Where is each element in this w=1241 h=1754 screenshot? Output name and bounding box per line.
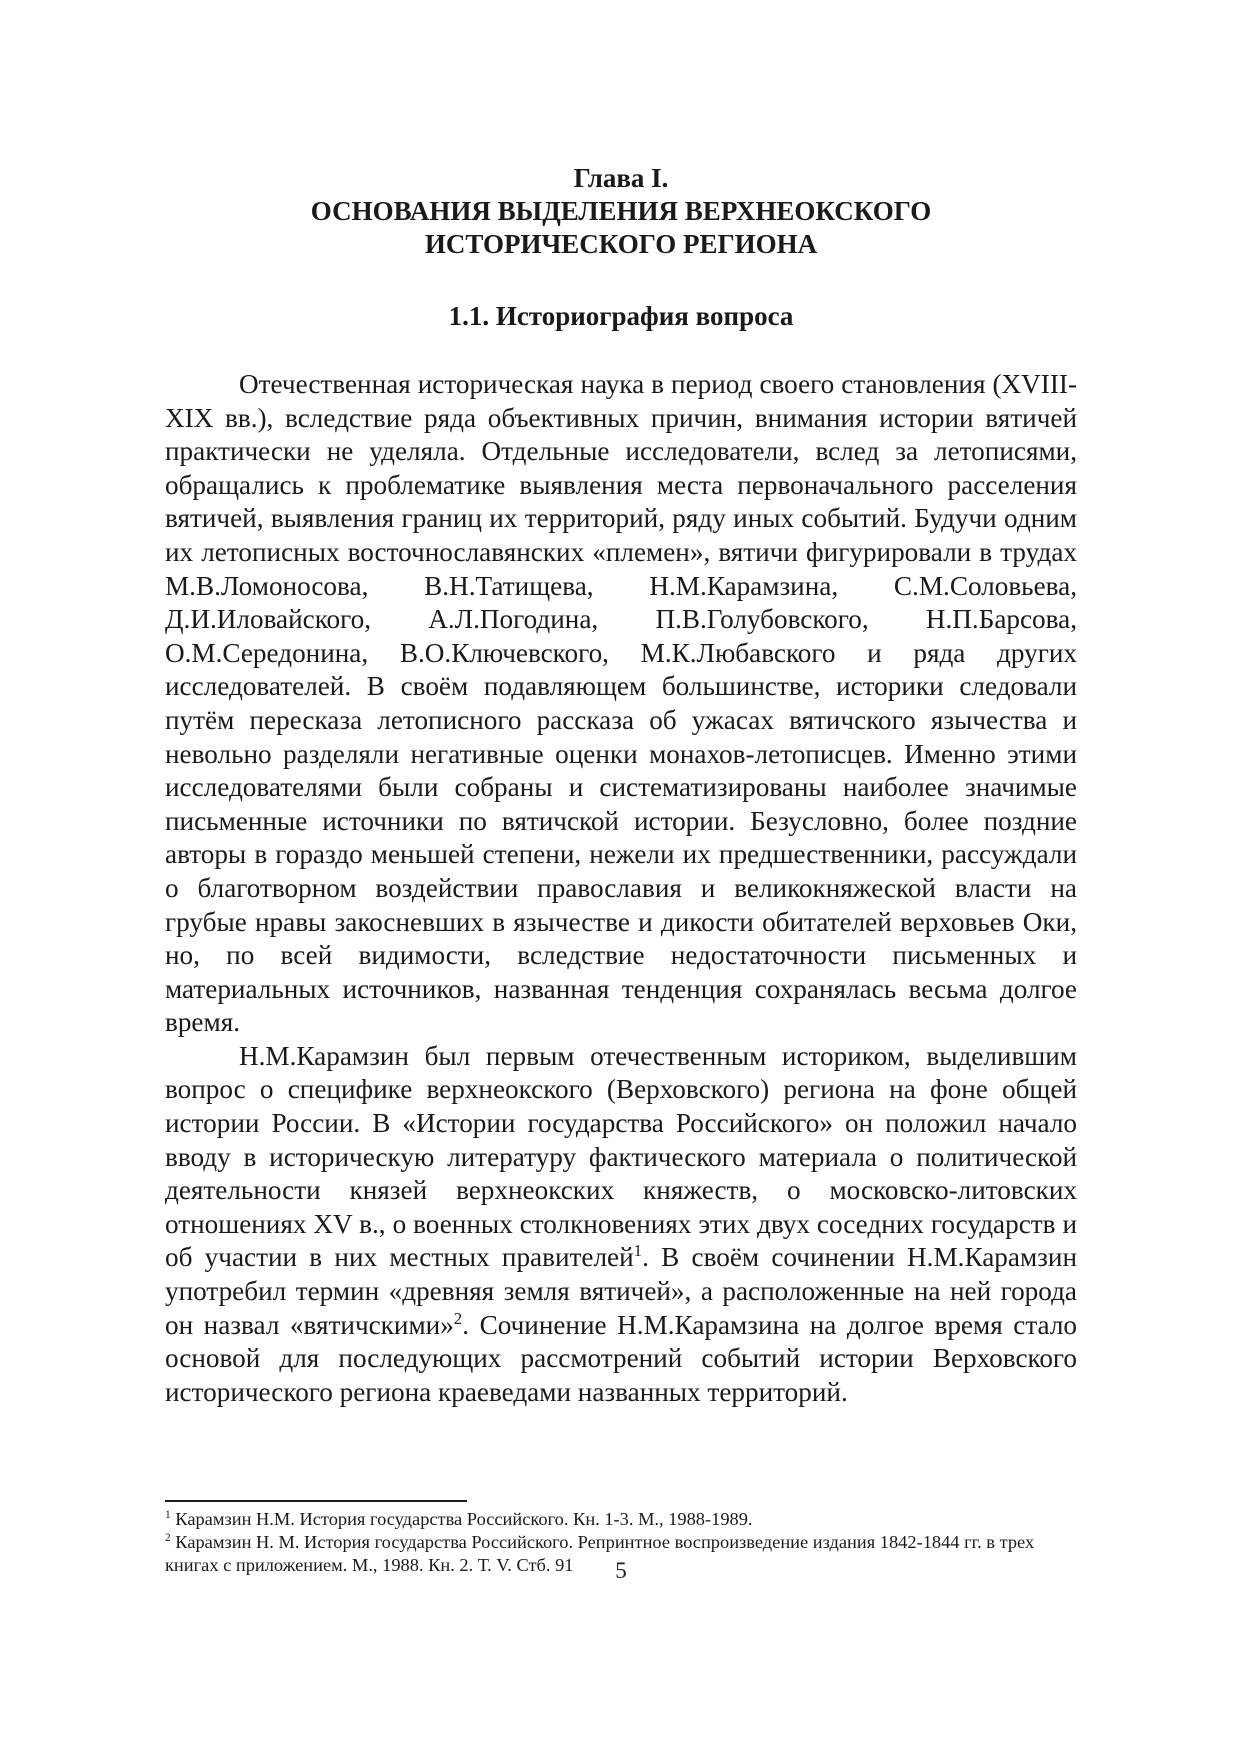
footnote-1-text: Карамзин Н.М. История государства Российского. Кн. 1-3. М., 1988-1989. bbox=[170, 1509, 753, 1529]
document-page bbox=[165, 0, 1077, 1754]
paragraph-2-part-2: . В своём сочинении Н.М.Карамзин употребил термин «древняя земля вятичей», а расположенные на ней города он назвал «вятичскими» bbox=[165, 1242, 1077, 1340]
footnote-ref-1: 1 bbox=[633, 1241, 643, 1261]
chapter-heading bbox=[165, 162, 1077, 261]
footnote-2-number: 2 bbox=[165, 1531, 171, 1544]
footnote-2-text: Карамзин Н. М. История государства Российского. Репринтное воспроизведение издания 1842-1844 гг. в трех книгах с приложением. М., 1988. Кн. 2. Т. V. Стб. 91 bbox=[165, 1532, 1035, 1575]
paragraph-2-part-3: . Сочинение Н.М.Карамзина на долгое время стало основой для последующих рассмотрений событий истории Верховского исторического региона краеведами названных территорий. bbox=[165, 1309, 1077, 1407]
body-text bbox=[165, 368, 1077, 1409]
section-title: 1.1. Историография вопроса bbox=[448, 301, 794, 331]
chapter-title-line-2: ИСТОРИЧЕСКОГО РЕГИОНА bbox=[424, 229, 818, 259]
paragraph-2 bbox=[165, 1040, 1077, 1410]
page-number: 5 bbox=[615, 1558, 627, 1583]
paragraph-2-part-1: Н.М.Карамзин был первым отечественным историком, выделившим вопрос о специфике верхнеокского (Верховского) региона на фоне общей истории России. В «Истории государства Российского» он положил начало вводу в историческую литературу фактического материала о политической деятельности князей верхнеокских княжеств, о московско-литовских отношениях XV в., о военных столкновениях этих двух соседних государств и об участии в них местных правителей bbox=[165, 1040, 1077, 1273]
chapter-label: Глава I. bbox=[573, 163, 669, 193]
footnote-ref-2: 2 bbox=[453, 1308, 463, 1328]
footnote-1 bbox=[165, 1508, 1077, 1531]
footnote-1-number: 1 bbox=[165, 1508, 171, 1521]
paragraph-1: Отечественная историческая наука в период своего становления (XVIII-XIX вв.), вследствие ряда объективных причин, внимания истории вятичей практически не уделяла. Отдельные исследователи, вслед за летописями, обращались к проблематике выявления места первоначального расселения вятичей, выявления границ их территорий, ряду иных событий. Будучи одним их летописных восточнославянских «племен», вятичи фигурировали в трудах М.В.Ломоносова, В.Н.Татищева, Н.М.Карамзина, С.М.Соловьева, Д.И.Иловайского, А.Л.Погодина, П.В.Голубовского, Н.П.Барсова, О.М.Середонина, В.О.Ключевского, М.К.Любавского и ряда других исследователей. В своём подавляющем большинстве, историки следовали путём пересказа летописного рассказа об ужасах вятичского язычества и невольно разделяли негативные оценки монахов-летописцев. Именно этими исследователями были собраны и систематизированы наиболее значимые письменные источники по вятичской истории. Безусловно, более поздние авторы в гораздо меньшей степени, нежели их предшественники, рассуждали о благотворном воздействии православия и великокняжеской власти на грубые нравы закосневших в язычестве и дикости обитателей верховьев Оки, но, по всей видимости, вследствие недостаточности письменных и материальных источников, названная тенденция сохранялась весьма долгое время. bbox=[165, 369, 1077, 1038]
footnote-divider bbox=[165, 1500, 467, 1502]
chapter-title-line-1: ОСНОВАНИЯ ВЫДЕЛЕНИЯ ВЕРХНЕОКСКОГО bbox=[310, 196, 932, 226]
